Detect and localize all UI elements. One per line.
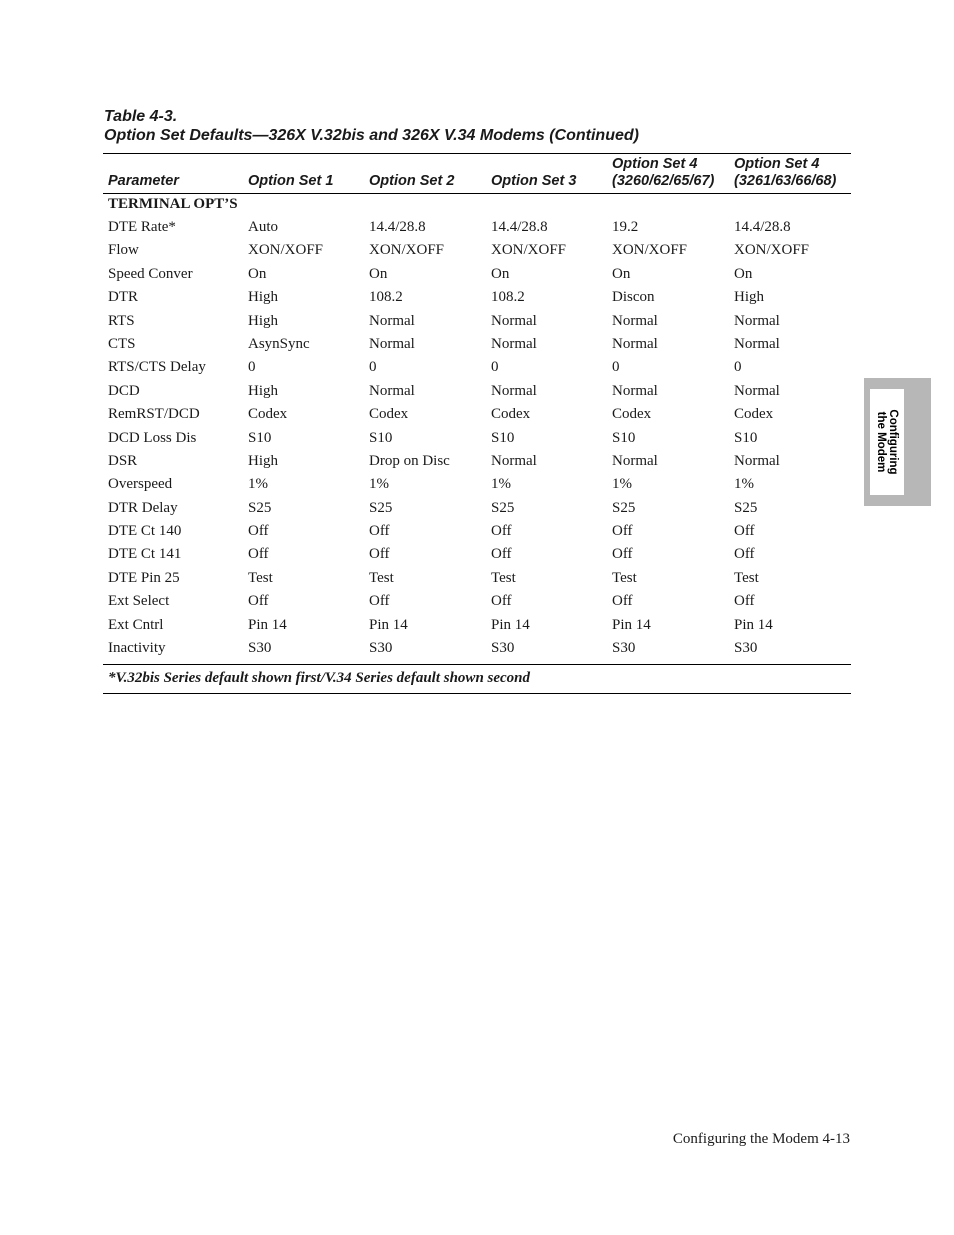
value-cell: Normal [491,312,537,329]
value-cell: 1% [248,476,268,493]
value-cell: AsynSync [248,335,310,352]
table-row [103,590,851,613]
parameter-cell: DTR Delay [108,499,178,516]
value-cell: Off [248,546,269,563]
value-cell: Codex [369,406,409,423]
value-cell: XON/XOFF [491,242,567,259]
table-header [103,154,851,194]
header-parameter: Parameter [108,173,179,189]
value-cell: 14.4/28.8 [369,219,426,235]
value-cell: 14.4/28.8 [734,219,791,235]
section-heading: TERMINAL OPT’S [108,196,238,212]
value-cell: Pin 14 [734,616,773,633]
parameter-cell: CTS [108,335,136,352]
value-cell: Normal [734,312,780,329]
table-row [103,614,851,637]
value-cell: Off [491,546,512,563]
value-cell: Normal [612,312,658,329]
value-cell: Off [248,593,269,610]
side-tab-label: Configuring the Modem [875,409,899,475]
table-row [103,286,851,309]
value-cell: XON/XOFF [612,242,688,259]
value-cell: Discon [612,289,655,306]
value-cell: Off [369,523,390,540]
value-cell: Normal [369,382,415,399]
value-cell: Normal [369,312,415,329]
parameter-cell: DTE Ct 141 [108,546,182,563]
parameter-cell: DTE Pin 25 [108,569,180,586]
value-cell: Test [369,569,394,586]
value-cell: 1% [491,476,511,493]
value-cell: 0 [248,359,256,376]
value-cell: On [248,265,267,282]
value-cell: S30 [369,640,393,657]
table-row [103,216,851,239]
value-cell: On [734,265,753,282]
value-cell: S30 [734,640,758,657]
value-cell: Off [734,546,755,563]
table-title: Option Set Defaults—326X V.32bis and 326X V.34 Modems (Continued) [104,127,639,144]
value-cell: Off [369,546,390,563]
value-cell: Normal [734,452,780,469]
parameter-cell: DCD Loss Dis [108,429,197,446]
parameter-cell: RTS [108,312,135,329]
parameter-cell: Speed Conver [108,265,193,282]
table-row [103,567,851,590]
table-row [103,239,851,262]
value-cell: Off [612,546,633,563]
value-cell: S25 [369,499,393,516]
table-caption [104,107,864,145]
value-cell: S10 [248,429,272,446]
value-cell: High [734,289,764,306]
value-cell: S25 [491,499,515,516]
value-cell: 19.2 [612,219,639,235]
table-row [103,333,851,356]
header-option-set-1: Option Set 1 [248,173,334,189]
value-cell: 1% [612,476,632,493]
value-cell: S10 [612,429,636,446]
parameter-cell: DTE Ct 140 [108,523,182,540]
value-cell: S25 [734,499,758,516]
table-row [103,356,851,379]
table-row [103,427,851,450]
value-cell: On [491,265,510,282]
header-option-set-3: Option Set 3 [491,173,577,189]
table-number: Table 4-3. [104,108,178,125]
parameter-cell: DTE Rate* [108,219,176,235]
value-cell: S10 [734,429,758,446]
table-row [103,450,851,473]
value-cell: Auto [248,219,278,235]
table-row [103,263,851,286]
value-cell: Normal [734,335,780,352]
value-cell: Off [491,523,512,540]
value-cell: High [248,452,278,469]
value-cell: 0 [491,359,499,376]
table-row [103,543,851,566]
value-cell: 108.2 [491,289,525,306]
value-cell: Normal [491,452,537,469]
value-cell: Pin 14 [369,616,408,633]
value-cell: Pin 14 [491,616,530,633]
value-cell: Test [491,569,516,586]
header-option-set-4-3261: Option Set 4 (3261/63/66/68) [734,156,837,189]
value-cell: High [248,382,278,399]
table-row [103,520,851,543]
value-cell: On [369,265,388,282]
value-cell: 14.4/28.8 [491,219,548,235]
value-cell: Normal [491,335,537,352]
value-cell: 0 [612,359,620,376]
value-cell: Codex [491,406,531,423]
value-cell: S30 [612,640,636,657]
value-cell: 1% [369,476,389,493]
parameter-cell: Ext Cntrl [108,616,164,633]
value-cell: Off [612,523,633,540]
value-cell: Codex [734,406,774,423]
value-cell: High [248,289,278,306]
value-cell: XON/XOFF [369,242,445,259]
side-tab [864,378,931,506]
parameter-cell: Inactivity [108,640,166,657]
value-cell: Test [734,569,759,586]
value-cell: Codex [248,406,288,423]
table-body [103,216,851,660]
value-cell: Off [612,593,633,610]
value-cell: Off [369,593,390,610]
value-cell: 1% [734,476,754,493]
value-cell: Normal [612,382,658,399]
parameter-cell: RTS/CTS Delay [108,359,206,376]
page-footer: Configuring the Modem 4-13 [672,1131,850,1147]
parameter-cell: RemRST/DCD [108,406,200,423]
value-cell: Normal [612,335,658,352]
value-cell: Normal [369,335,415,352]
value-cell: S10 [369,429,393,446]
value-cell: S30 [248,640,272,657]
parameter-cell: DSR [108,452,138,469]
header-option-set-4-3260: Option Set 4 (3260/62/65/67) [612,156,715,189]
value-cell: S25 [248,499,272,516]
table-row [103,403,851,426]
side-tab-label-box [870,389,904,495]
value-cell: 0 [369,359,377,376]
value-cell: Pin 14 [612,616,651,633]
table-row [103,637,851,660]
value-cell: Off [734,593,755,610]
table-row [103,473,851,496]
parameter-cell: Ext Select [108,593,170,610]
value-cell: Off [248,523,269,540]
value-cell: XON/XOFF [248,242,324,259]
value-cell: Normal [734,382,780,399]
value-cell: Pin 14 [248,616,287,633]
parameter-cell: DCD [108,382,140,399]
parameter-cell: Flow [108,242,139,259]
value-cell: Normal [612,452,658,469]
table-row [103,380,851,403]
value-cell: Codex [612,406,652,423]
table-row [103,497,851,520]
value-cell: Off [734,523,755,540]
value-cell: 0 [734,359,742,376]
value-cell: On [612,265,631,282]
value-cell: 108.2 [369,289,403,306]
value-cell: S25 [612,499,636,516]
value-cell: Test [248,569,273,586]
option-set-table [103,153,851,694]
value-cell: High [248,312,278,329]
value-cell: Drop on Disc [369,452,450,469]
parameter-cell: Overspeed [108,476,173,493]
table-row [103,310,851,333]
value-cell: Test [612,569,637,586]
table-footnote: *V.32bis Series default shown first/V.34 Series default shown second [103,664,851,694]
value-cell: XON/XOFF [734,242,810,259]
parameter-cell: DTR [108,289,138,306]
value-cell: S10 [491,429,515,446]
value-cell: S30 [491,640,515,657]
value-cell: Normal [491,382,537,399]
value-cell: Off [491,593,512,610]
header-option-set-2: Option Set 2 [369,173,455,189]
